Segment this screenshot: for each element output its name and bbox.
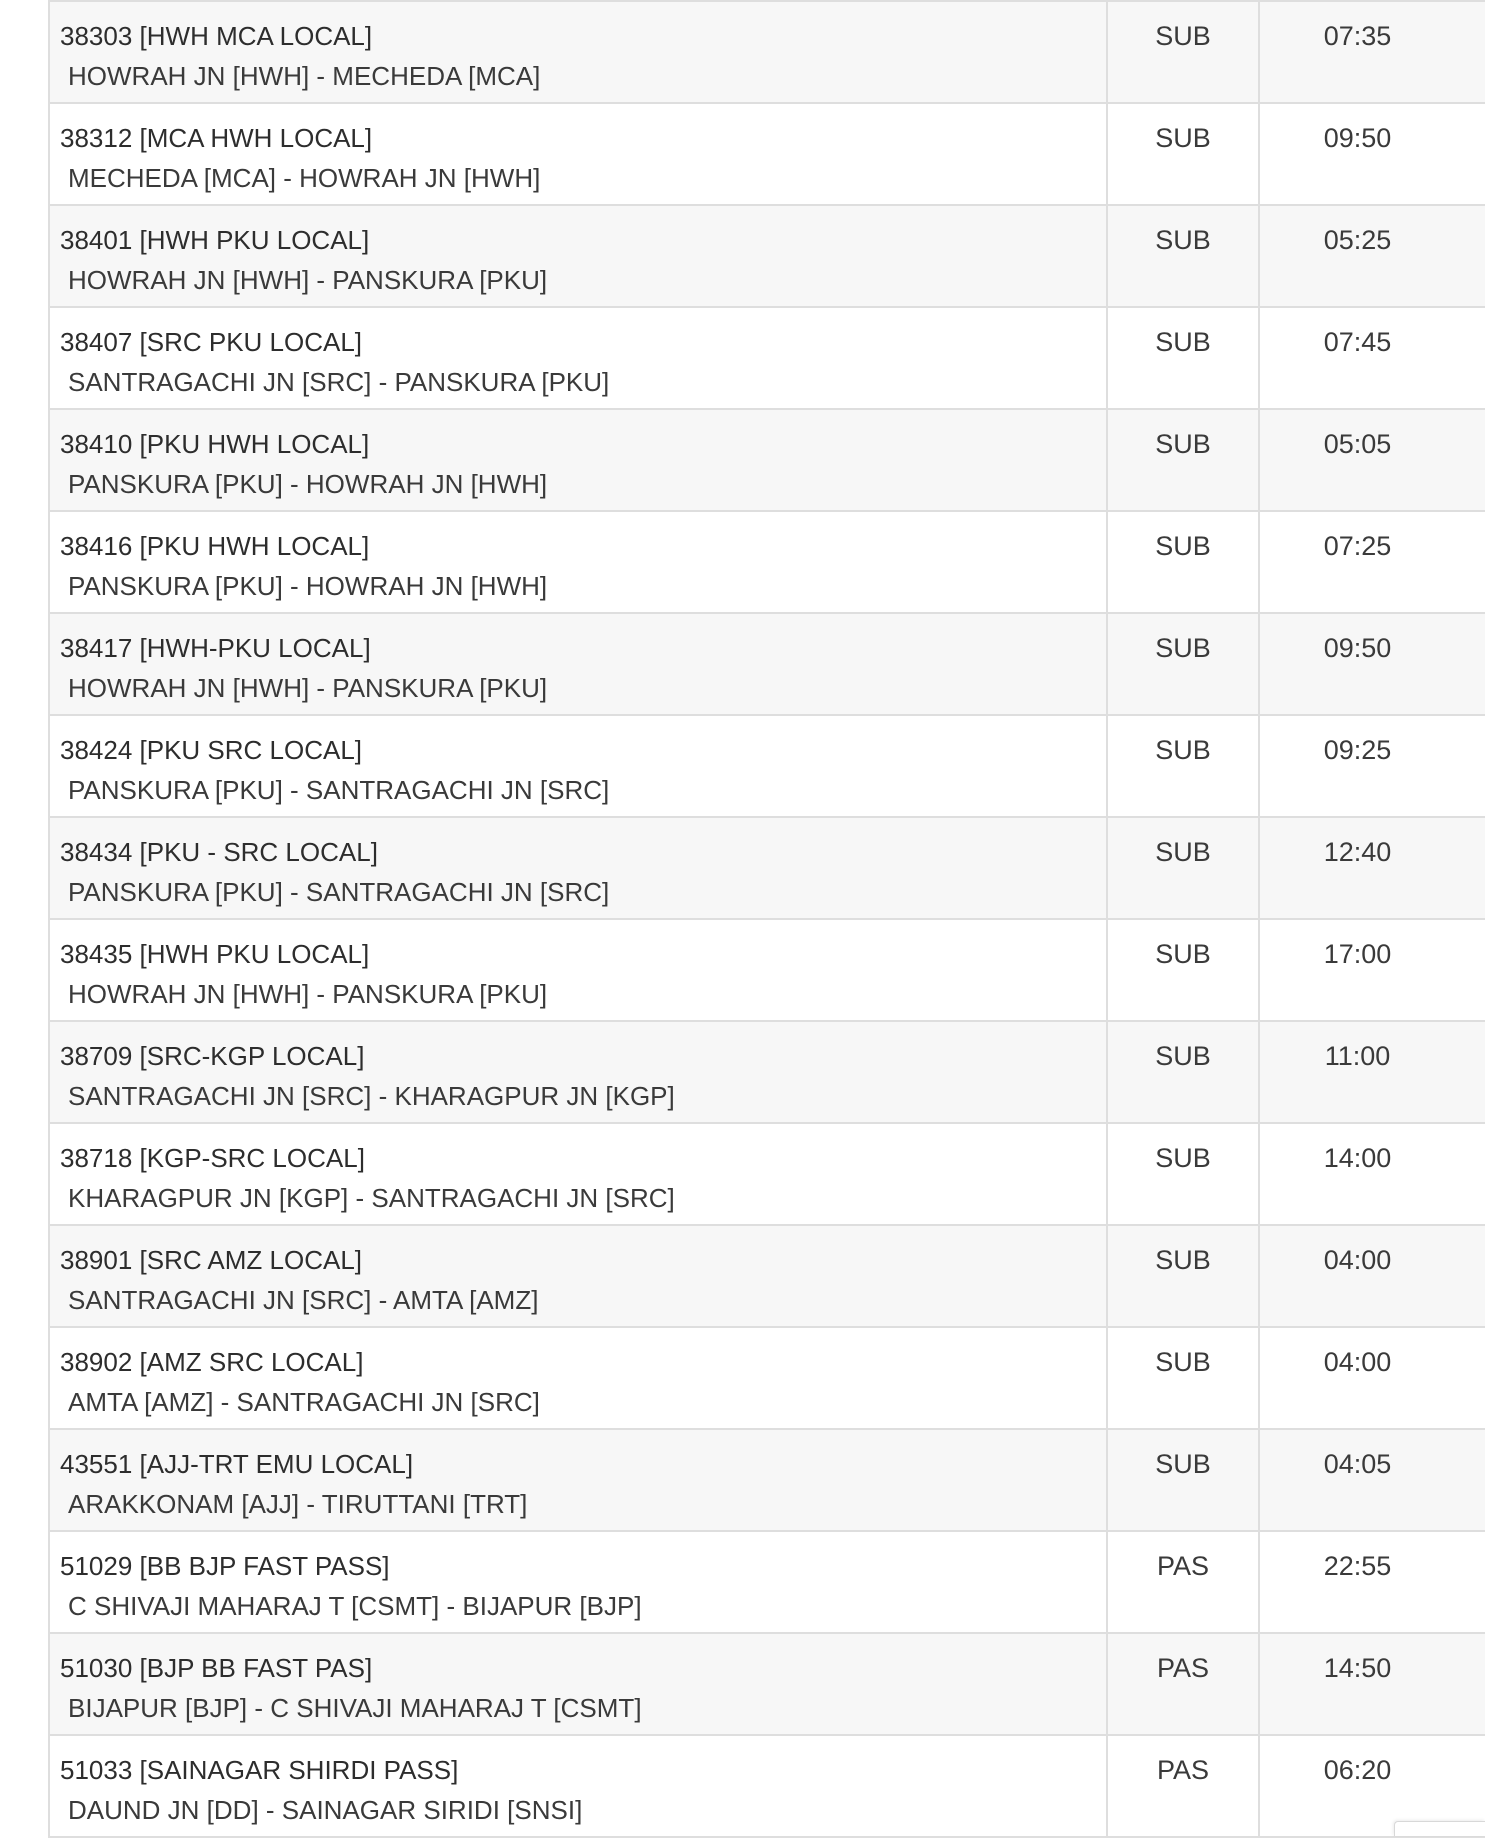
table-row[interactable] (48, 1736, 1485, 1838)
train-name[interactable]: 38435 [HWH PKU LOCAL] (60, 939, 370, 969)
table-row[interactable] (48, 1328, 1485, 1430)
train-time: 04:00 (1323, 1347, 1392, 1377)
table-row[interactable] (48, 410, 1485, 512)
type-cell (1106, 1430, 1258, 1530)
table-row[interactable] (48, 1430, 1485, 1532)
train-time: 11:00 (1324, 1041, 1391, 1071)
time-cell (1258, 512, 1485, 612)
train-name[interactable]: 38417 [HWH-PKU LOCAL] (60, 633, 371, 663)
train-type: SUB (1155, 1449, 1211, 1479)
train-name[interactable]: 51030 [BJP BB FAST PAS] (60, 1653, 373, 1683)
train-type: SUB (1155, 939, 1211, 969)
train-type: SUB (1155, 1245, 1211, 1275)
train-type: SUB (1155, 531, 1211, 561)
type-cell (1106, 1124, 1258, 1224)
train-route: PANSKURA [PKU] - SANTRAGACHI JN [SRC] (68, 775, 610, 805)
type-cell (1106, 206, 1258, 306)
train-time: 09:25 (1323, 735, 1392, 765)
train-name[interactable]: 38401 [HWH PKU LOCAL] (60, 225, 370, 255)
type-cell (1106, 716, 1258, 816)
train-name[interactable]: 38718 [KGP-SRC LOCAL] (60, 1143, 365, 1173)
train-cell (48, 1736, 1106, 1836)
table-row[interactable] (48, 920, 1485, 1022)
train-name[interactable]: 38424 [PKU SRC LOCAL] (60, 735, 363, 765)
train-table (48, 0, 1485, 1838)
table-row[interactable] (48, 1124, 1485, 1226)
train-type: PAS (1156, 1755, 1210, 1785)
train-type: SUB (1155, 327, 1211, 357)
train-cell (48, 1022, 1106, 1122)
time-cell (1258, 308, 1485, 408)
type-cell (1106, 1532, 1258, 1632)
train-name[interactable]: 38303 [HWH MCA LOCAL] (60, 21, 373, 51)
scrollbar[interactable] (1394, 1821, 1485, 1836)
table-row[interactable] (48, 308, 1485, 410)
time-cell (1258, 1532, 1485, 1632)
type-cell (1106, 1736, 1258, 1836)
train-route: C SHIVAJI MAHARAJ T [CSMT] - BIJAPUR [BJP] (68, 1591, 642, 1621)
train-type: SUB (1155, 1143, 1211, 1173)
type-cell (1106, 1022, 1258, 1122)
train-route: SANTRAGACHI JN [SRC] - PANSKURA [PKU] (68, 367, 610, 397)
type-cell (1106, 308, 1258, 408)
train-time: 14:50 (1323, 1653, 1392, 1683)
train-route: SANTRAGACHI JN [SRC] - AMTA [AMZ] (68, 1285, 539, 1315)
train-cell (48, 1430, 1106, 1530)
table-row[interactable] (48, 1532, 1485, 1634)
train-time: 06:20 (1323, 1755, 1392, 1785)
table-row[interactable] (48, 1226, 1485, 1328)
train-time: 05:25 (1323, 225, 1392, 255)
time-cell (1258, 2, 1485, 102)
train-cell (48, 1328, 1106, 1428)
type-cell (1106, 1328, 1258, 1428)
train-type: SUB (1155, 633, 1211, 663)
train-name[interactable]: 38407 [SRC PKU LOCAL] (60, 327, 363, 357)
train-time: 07:35 (1323, 21, 1392, 51)
type-cell (1106, 512, 1258, 612)
train-type: SUB (1155, 1347, 1211, 1377)
type-cell (1106, 2, 1258, 102)
time-cell (1258, 716, 1485, 816)
train-cell (48, 1226, 1106, 1326)
type-cell (1106, 1226, 1258, 1326)
table-row[interactable] (48, 206, 1485, 308)
train-type: SUB (1155, 123, 1211, 153)
train-cell (48, 2, 1106, 102)
train-route: HOWRAH JN [HWH] - PANSKURA [PKU] (68, 673, 548, 703)
train-name[interactable]: 38416 [PKU HWH LOCAL] (60, 531, 370, 561)
train-route: DAUND JN [DD] - SAINAGAR SIRIDI [SNSI] (68, 1795, 583, 1825)
train-name[interactable]: 38902 [AMZ SRC LOCAL] (60, 1347, 364, 1377)
train-time: 17:00 (1323, 939, 1392, 969)
time-cell (1258, 614, 1485, 714)
train-time: 09:50 (1323, 633, 1392, 663)
table-row[interactable] (48, 104, 1485, 206)
time-cell (1258, 1124, 1485, 1224)
table-row[interactable] (48, 512, 1485, 614)
train-type: PAS (1156, 1653, 1210, 1683)
train-route: AMTA [AMZ] - SANTRAGACHI JN [SRC] (68, 1387, 540, 1417)
type-cell (1106, 614, 1258, 714)
train-route: HOWRAH JN [HWH] - PANSKURA [PKU] (68, 265, 548, 295)
train-route: MECHEDA [MCA] - HOWRAH JN [HWH] (68, 163, 541, 193)
train-time: 07:45 (1323, 327, 1392, 357)
train-name[interactable]: 51033 [SAINAGAR SHIRDI PASS] (60, 1755, 459, 1785)
train-route: SANTRAGACHI JN [SRC] - KHARAGPUR JN [KGP] (68, 1081, 675, 1111)
time-cell (1258, 1634, 1485, 1734)
train-type: SUB (1155, 21, 1211, 51)
train-route: PANSKURA [PKU] - HOWRAH JN [HWH] (68, 469, 548, 499)
train-cell (48, 716, 1106, 816)
time-cell (1258, 104, 1485, 204)
train-name[interactable]: 38410 [PKU HWH LOCAL] (60, 429, 370, 459)
train-time: 04:05 (1323, 1449, 1392, 1479)
train-cell (48, 1532, 1106, 1632)
train-route: HOWRAH JN [HWH] - PANSKURA [PKU] (68, 979, 548, 1009)
train-route: ARAKKONAM [AJJ] - TIRUTTANI [TRT] (68, 1489, 528, 1519)
train-time: 22:55 (1323, 1551, 1392, 1581)
train-type: PAS (1156, 1551, 1210, 1581)
train-time: 04:00 (1323, 1245, 1392, 1275)
train-route: PANSKURA [PKU] - HOWRAH JN [HWH] (68, 571, 548, 601)
time-cell (1258, 920, 1485, 1020)
train-type: SUB (1155, 837, 1211, 867)
time-cell (1258, 1328, 1485, 1428)
train-route: PANSKURA [PKU] - SANTRAGACHI JN [SRC] (68, 877, 610, 907)
table-row[interactable] (48, 1022, 1485, 1124)
train-time: 05:05 (1323, 429, 1392, 459)
train-type: SUB (1155, 429, 1211, 459)
train-route: HOWRAH JN [HWH] - MECHEDA [MCA] (68, 61, 541, 91)
type-cell (1106, 920, 1258, 1020)
train-name[interactable]: 38901 [SRC AMZ LOCAL] (60, 1245, 363, 1275)
type-cell (1106, 104, 1258, 204)
train-cell (48, 818, 1106, 918)
type-cell (1106, 818, 1258, 918)
table-row[interactable] (48, 1634, 1485, 1736)
train-name[interactable]: 43551 [AJJ-TRT EMU LOCAL] (60, 1449, 414, 1479)
train-name[interactable]: 38709 [SRC-KGP LOCAL] (60, 1041, 365, 1071)
train-cell (48, 1124, 1106, 1224)
time-cell (1258, 1022, 1485, 1122)
time-cell (1258, 818, 1485, 918)
train-route: KHARAGPUR JN [KGP] - SANTRAGACHI JN [SRC] (68, 1183, 675, 1213)
train-cell (48, 104, 1106, 204)
time-cell (1258, 410, 1485, 510)
time-cell (1258, 1430, 1485, 1530)
train-type: SUB (1155, 735, 1211, 765)
train-cell (48, 206, 1106, 306)
train-cell (48, 1634, 1106, 1734)
table-row[interactable] (48, 818, 1485, 920)
train-time: 07:25 (1323, 531, 1392, 561)
train-cell (48, 308, 1106, 408)
table-row[interactable] (48, 614, 1485, 716)
train-time: 09:50 (1323, 123, 1392, 153)
table-row[interactable] (48, 2, 1485, 104)
train-route: BIJAPUR [BJP] - C SHIVAJI MAHARAJ T [CSMT] (68, 1693, 642, 1723)
type-cell (1106, 1634, 1258, 1734)
train-type: SUB (1155, 225, 1211, 255)
train-cell (48, 614, 1106, 714)
train-cell (48, 410, 1106, 510)
train-name[interactable]: 38434 [PKU - SRC LOCAL] (60, 837, 378, 867)
type-cell (1106, 410, 1258, 510)
train-name[interactable]: 38312 [MCA HWH LOCAL] (60, 123, 373, 153)
time-cell (1258, 206, 1485, 306)
train-type: SUB (1155, 1041, 1211, 1071)
train-cell (48, 512, 1106, 612)
table-row[interactable] (48, 716, 1485, 818)
train-time: 12:40 (1323, 837, 1392, 867)
train-time: 14:00 (1323, 1143, 1392, 1173)
train-cell (48, 920, 1106, 1020)
train-name[interactable]: 51029 [BB BJP FAST PASS] (60, 1551, 390, 1581)
time-cell (1258, 1226, 1485, 1326)
